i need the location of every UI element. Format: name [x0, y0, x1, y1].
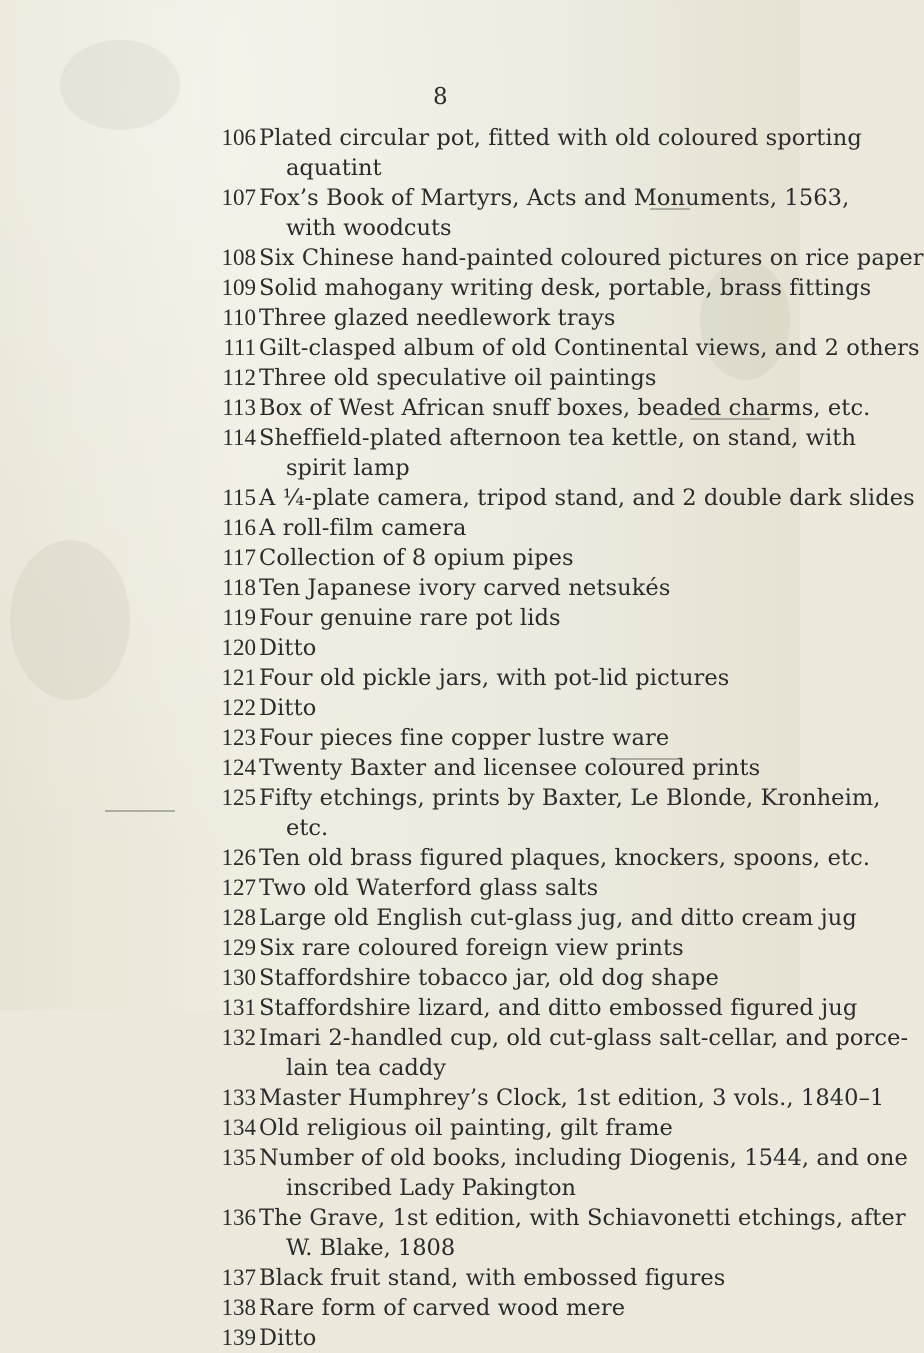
- lot-number: 110: [222, 305, 256, 330]
- lot-number: 133: [221, 1085, 256, 1110]
- lot-entry: [0, 1143, 908, 1203]
- lot-description-continued: W. Blake, 1808: [286, 1235, 456, 1261]
- lot-entry: [0, 333, 920, 363]
- lot-description: A ¼-plate camera, tripod stand, and 2 double dark slides: [259, 485, 915, 511]
- lot-description: Rare form of carved wood mere: [259, 1295, 626, 1321]
- lot-entry: [0, 1023, 909, 1083]
- lot-description: Fox’s Book of Martyrs, Acts and Monuments, 1563,: [259, 185, 850, 211]
- lot-number: 114: [222, 425, 256, 450]
- lot-description: Number of old books, including Diogenis, 1544, and one: [259, 1145, 908, 1171]
- lot-description-continued: inscribed Lady Pakington: [286, 1175, 577, 1201]
- lot-description: Box of West African snuff boxes, beaded charms, etc.: [259, 395, 871, 421]
- lot-number: 108: [221, 245, 256, 270]
- lot-entry: [0, 873, 800, 903]
- lot-number: 123: [221, 725, 256, 750]
- lot-number: 138: [221, 1295, 256, 1320]
- lot-entry: [0, 963, 800, 993]
- lot-number: 134: [221, 1115, 256, 1140]
- lot-entry: [0, 483, 915, 513]
- lot-entry: [0, 1323, 800, 1353]
- lot-description: A roll-film camera: [259, 515, 467, 541]
- lot-description: Ten Japanese ivory carved netsukés: [259, 575, 671, 601]
- lot-entry: [0, 123, 862, 183]
- lot-entry: [0, 513, 800, 543]
- lot-description: Old religious oil painting, gilt frame: [259, 1115, 673, 1141]
- lot-number: 107: [221, 185, 256, 210]
- lot-entry: [0, 1113, 800, 1143]
- lot-description: Three glazed needlework trays: [259, 305, 616, 331]
- lot-entry: [0, 423, 857, 483]
- lot-description-continued: lain tea caddy: [286, 1055, 446, 1081]
- lot-description: Large old English cut-glass jug, and ditto cream jug: [259, 905, 857, 931]
- lot-number: 129: [221, 935, 256, 960]
- lot-description-continued: aquatint: [286, 155, 382, 181]
- lot-entry: [0, 903, 857, 933]
- lot-number: 106: [221, 125, 256, 150]
- lot-description: Staffordshire tobacco jar, old dog shape: [259, 965, 719, 991]
- paper-stain: [60, 40, 180, 130]
- lot-description: Ditto: [259, 695, 317, 721]
- lot-entry: [0, 1263, 800, 1293]
- lot-entry: [0, 1083, 885, 1113]
- lot-number: 121: [221, 665, 256, 690]
- page-number: 8: [433, 84, 448, 110]
- lot-description: Six rare coloured foreign view prints: [259, 935, 684, 961]
- lot-description: Three old speculative oil paintings: [259, 365, 657, 391]
- lot-number: 137: [221, 1265, 256, 1290]
- lot-entry: [0, 273, 872, 303]
- lot-number: 125: [221, 785, 256, 810]
- lot-description: The Grave, 1st edition, with Schiavonetti etchings, after: [259, 1205, 906, 1231]
- lot-description: Six Chinese hand-painted coloured pictures on rice paper: [259, 245, 924, 271]
- lot-number: 113: [222, 395, 256, 420]
- lot-entry: [0, 843, 871, 873]
- lot-description: Master Humphrey’s Clock, 1st edition, 3 vols., 1840–1: [259, 1085, 885, 1111]
- lot-description: Gilt-clasped album of old Continental views, and 2 others: [259, 335, 920, 361]
- lot-number: 126: [221, 845, 256, 870]
- lot-entry: [0, 633, 800, 663]
- pencil-mark: [610, 758, 680, 760]
- lot-number: 122: [221, 695, 256, 720]
- lot-entry: [0, 363, 800, 393]
- lot-description: Black fruit stand, with embossed figures: [259, 1265, 726, 1291]
- lot-entry: [0, 243, 924, 273]
- lot-number: 130: [221, 965, 256, 990]
- lot-number: 131: [221, 995, 256, 1020]
- lot-number: 112: [222, 365, 256, 390]
- lot-entry: [0, 933, 800, 963]
- lot-description: Ditto: [259, 635, 317, 661]
- lot-number: 120: [221, 635, 256, 660]
- lot-entry: [0, 723, 800, 753]
- lot-description: Four old pickle jars, with pot-lid pictures: [259, 665, 730, 691]
- lot-description: Imari 2-handled cup, old cut-glass salt-cellar, and porce-: [259, 1025, 909, 1051]
- lot-description-continued: with woodcuts: [286, 215, 452, 241]
- lot-description: Plated circular pot, fitted with old coloured sporting: [259, 125, 862, 151]
- lot-entry: [0, 303, 800, 333]
- lot-entry: [0, 753, 800, 783]
- lot-number: 127: [221, 875, 256, 900]
- lot-description: Fifty etchings, prints by Baxter, Le Blonde, Kronheim,: [259, 785, 881, 811]
- lot-entry: [0, 663, 800, 693]
- pencil-mark: [690, 418, 770, 420]
- lot-number: 136: [221, 1205, 256, 1230]
- lot-number: 135: [221, 1145, 256, 1170]
- lot-description: Staffordshire lizard, and ditto embossed figured jug: [259, 995, 858, 1021]
- lot-description: Twenty Baxter and licensee coloured prints: [259, 755, 761, 781]
- lot-number: 128: [221, 905, 256, 930]
- lot-entry: [0, 783, 881, 843]
- lot-description: Ditto: [259, 1325, 317, 1351]
- lot-description: Ten old brass figured plaques, knockers, spoons, etc.: [259, 845, 871, 871]
- lot-number: 124: [221, 755, 256, 780]
- pencil-mark: [650, 208, 690, 210]
- lot-entry: [0, 1293, 800, 1323]
- lot-entry: [0, 1203, 906, 1263]
- lot-description: Two old Waterford glass salts: [259, 875, 599, 901]
- lot-description-continued: etc.: [286, 815, 329, 841]
- lot-number: 115: [222, 485, 256, 510]
- lot-number: 109: [221, 275, 256, 300]
- lot-description: Four genuine rare pot lids: [259, 605, 561, 631]
- lot-description: Collection of 8 opium pipes: [259, 545, 574, 571]
- lot-number: 118: [222, 575, 256, 600]
- lot-number: 119: [222, 605, 256, 630]
- lot-entry: [0, 603, 800, 633]
- lot-description: Sheffield-plated afternoon tea kettle, on stand, with: [259, 425, 857, 451]
- lot-description: Four pieces fine copper lustre ware: [259, 725, 670, 751]
- lot-entry: [0, 393, 871, 423]
- pencil-mark: [105, 810, 175, 812]
- lot-entry: [0, 543, 800, 573]
- lot-number: 111: [223, 335, 256, 360]
- lot-description-continued: spirit lamp: [286, 455, 410, 481]
- lot-entry: [0, 573, 800, 603]
- lot-number: 139: [221, 1325, 256, 1350]
- lot-description: Solid mahogany writing desk, portable, brass fittings: [259, 275, 872, 301]
- lot-number: 132: [221, 1025, 256, 1050]
- lot-entry: [0, 183, 850, 243]
- lot-number: 117: [222, 545, 256, 570]
- lot-number: 116: [222, 515, 256, 540]
- lot-entry: [0, 693, 800, 723]
- lot-entry: [0, 993, 858, 1023]
